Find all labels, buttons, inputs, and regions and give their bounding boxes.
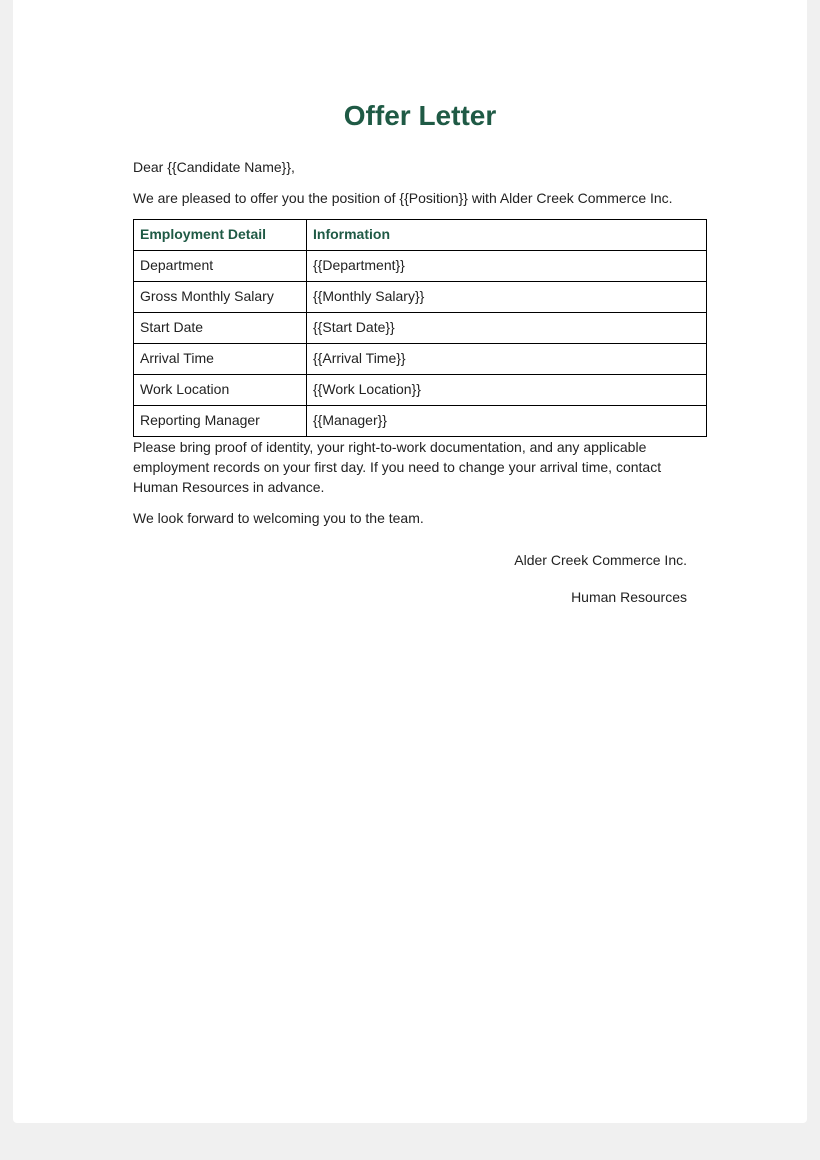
- table-header-row: [134, 220, 707, 251]
- table-row: [134, 251, 707, 282]
- closing-paragraph: We look forward to welcoming you to the team.: [133, 510, 424, 526]
- table-row: [134, 406, 707, 437]
- table-header-detail: Employment Detail: [134, 220, 307, 251]
- row-value: {{Manager}}: [307, 406, 707, 437]
- row-label: Gross Monthly Salary: [134, 282, 307, 313]
- signature-block: [133, 550, 707, 607]
- row-label: Department: [134, 251, 307, 282]
- table-row: [134, 282, 707, 313]
- row-label: Reporting Manager: [134, 406, 307, 437]
- signature-department: Human Resources: [571, 589, 687, 605]
- table-header-information: Information: [307, 220, 707, 251]
- greeting: Dear {{Candidate Name}},: [133, 159, 295, 175]
- table-row: [134, 313, 707, 344]
- employment-details-table: [133, 219, 707, 437]
- row-value: {{Arrival Time}}: [307, 344, 707, 375]
- table-row: [134, 375, 707, 406]
- row-value: {{Work Location}}: [307, 375, 707, 406]
- instructions-paragraph: Please bring proof of identity, your right-to-work documentation, and any applicable employment records on your first day. If you need to change your arrival time, contact Human Resources in advance.: [133, 439, 662, 495]
- intro-paragraph: We are pleased to offer you the position of {{Position}} with Alder Creek Commerce Inc.: [133, 190, 673, 206]
- letter-title: Offer Letter: [343, 100, 497, 131]
- row-value: {{Department}}: [307, 251, 707, 282]
- row-value: {{Start Date}}: [307, 313, 707, 344]
- row-label: Work Location: [134, 375, 307, 406]
- table-row: [134, 344, 707, 375]
- letter-body: [133, 98, 707, 607]
- row-label: Arrival Time: [134, 344, 307, 375]
- row-label: Start Date: [134, 313, 307, 344]
- signature-company: Alder Creek Commerce Inc.: [514, 552, 687, 568]
- row-value: {{Monthly Salary}}: [307, 282, 707, 313]
- document-page: [13, 0, 807, 1123]
